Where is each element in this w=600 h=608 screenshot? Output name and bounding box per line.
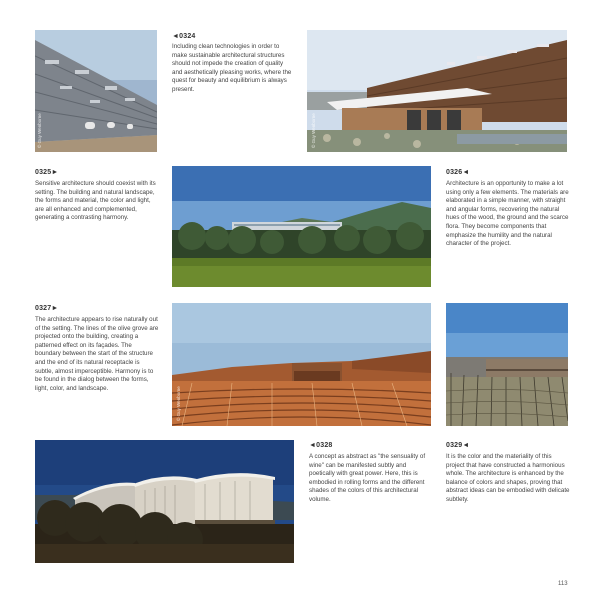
entry-text-0324: Including clean technologies in order to make sustainable architectural structures should not impede the creation of quality and aesthetically pleasing works, where the quest for beauty and equilibrium is always present.	[172, 43, 292, 93]
entry-number-0329: 0329◄	[446, 442, 470, 449]
entry-text-0327: The architecture appears to rise naturally out of the setting. The lines of the olive grove are projected onto the building, creating a patterned effect on its façades. The boundary between the start of the structure and the end of its natural receptacle is subtle, almost imperceptible. Harmony is to be found in the dialog between the forms, light, color, and landscape.	[35, 316, 159, 392]
photo-credit: © Guy Wenborne	[176, 386, 181, 421]
photo-credit: © Guy Wenborne	[37, 113, 42, 148]
photo-vineyard-rows	[172, 303, 431, 426]
photo-wooden-winery	[307, 30, 567, 152]
photo-curved-roofs	[35, 440, 294, 563]
entry-number-0328: ◄0328	[309, 442, 333, 449]
page-number: 113	[558, 581, 568, 587]
entry-number-0327: 0327►	[35, 305, 59, 312]
photo-grey-winery	[35, 30, 157, 152]
photo-vineyard-building	[446, 303, 568, 426]
entry-text-0325: Sensitive architecture should coexist with its setting. The building and natural landscape, the forms and material, the color and light, are all enhanced and complemented, generating a contrasting harmony.	[35, 180, 156, 222]
entry-number-0325: 0325►	[35, 169, 59, 176]
entry-text-0328: A concept as abstract as "the sensuality of wine" can be manifested subtly and poetically with great power. Here, this is embodied in rolling forms and the different shades of the colors of this architectural volume.	[309, 453, 426, 503]
entry-number-0326: 0326◄	[446, 169, 470, 176]
entry-text-0329: It is the color and the materiality of this project that have constructed a harmonious whole. The architecture is enhanced by the balance of colors and shapes, proving that abstract ideas can be embodied with delicate subtlety.	[446, 453, 570, 503]
entry-text-0326: Architecture is an opportunity to make a lot using only a few elements. The materials are elaborated in a simple manner, with straight and angular forms, recovering the natural hues of the wood, the ground and the scarce flora. They become components that emphasize the humility and the natural character of the project.	[446, 180, 569, 248]
photo-credit: © Guy Wenborne	[311, 113, 316, 148]
photo-landscape-trees	[172, 166, 431, 287]
entry-number-0324: ◄0324	[172, 33, 196, 40]
